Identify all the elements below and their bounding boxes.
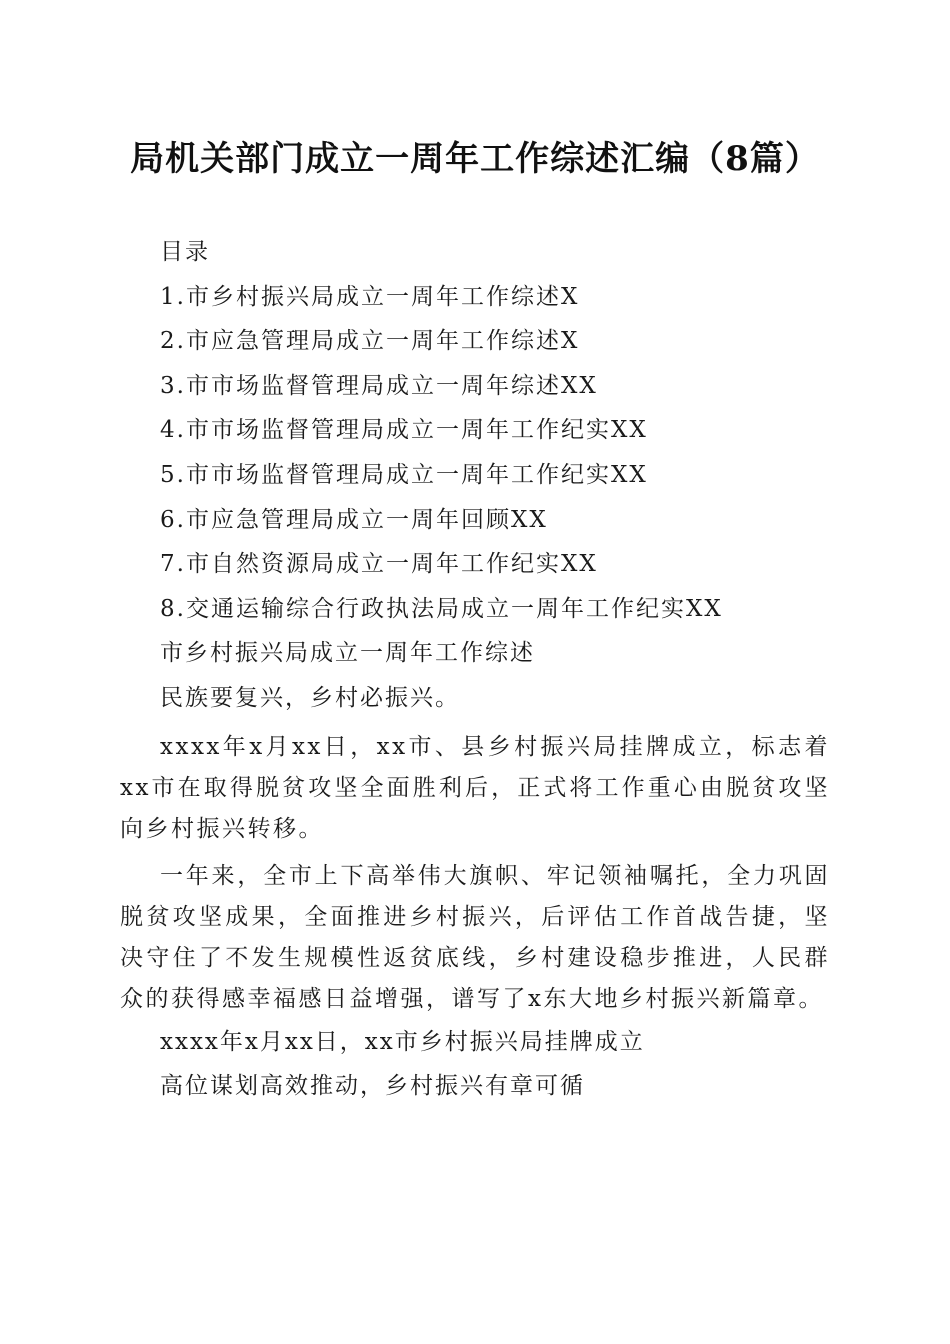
body-paragraph: 一年来，全市上下高举伟大旗帜、牢记领袖嘱托，全力巩固脱贫攻坚成果，全面推进乡村振兴，后评估工作首战告捷，坚决守住了不发生规模性返贫底线，乡村建设稳步推进，人民群众的获得感幸福感日益增强，谱写了x东大地乡村振兴新篇章。 <box>120 862 830 1012</box>
toc-item: 5.市市场监督管理局成立一周年工作纪实XX <box>160 461 648 488</box>
toc-item: 3.市市场监督管理局成立一周年综述XX <box>160 372 598 399</box>
toc-item: 2.市应急管理局成立一周年工作综述X <box>160 328 580 355</box>
toc-item: 4.市市场监督管理局成立一周年工作纪实XX <box>160 417 648 444</box>
toc-item: 6.市应急管理局成立一周年回顾XX <box>160 506 548 533</box>
lead-sentence: 民族要复兴，乡村必振兴。 <box>160 684 460 711</box>
toc-heading: 目录 <box>160 239 210 265</box>
article-title: 市乡村振兴局成立一周年工作综述 <box>160 640 535 667</box>
section-heading: 高位谋划高效推动，乡村振兴有章可循 <box>160 1073 585 1100</box>
toc-item: 1.市乡村振兴局成立一周年工作综述X <box>160 283 580 310</box>
toc-item: 8.交通运输综合行政执法局成立一周年工作纪实XX <box>160 595 723 622</box>
toc-item: 7.市自然资源局成立一周年工作纪实XX <box>160 551 598 578</box>
document-title: 局机关部门成立一周年工作综述汇编（8篇） <box>130 139 820 179</box>
date-line: xxxx年x月xx日，xx市乡村振兴局挂牌成立 <box>160 1028 645 1055</box>
document-body <box>120 230 830 1109</box>
body-paragraph: xxxx年x月xx日，xx市、县乡村振兴局挂牌成立，标志着xx市在取得脱贫攻坚全面胜利后，正式将工作重心由脱贫攻坚向乡村振兴转移。 <box>120 733 830 842</box>
